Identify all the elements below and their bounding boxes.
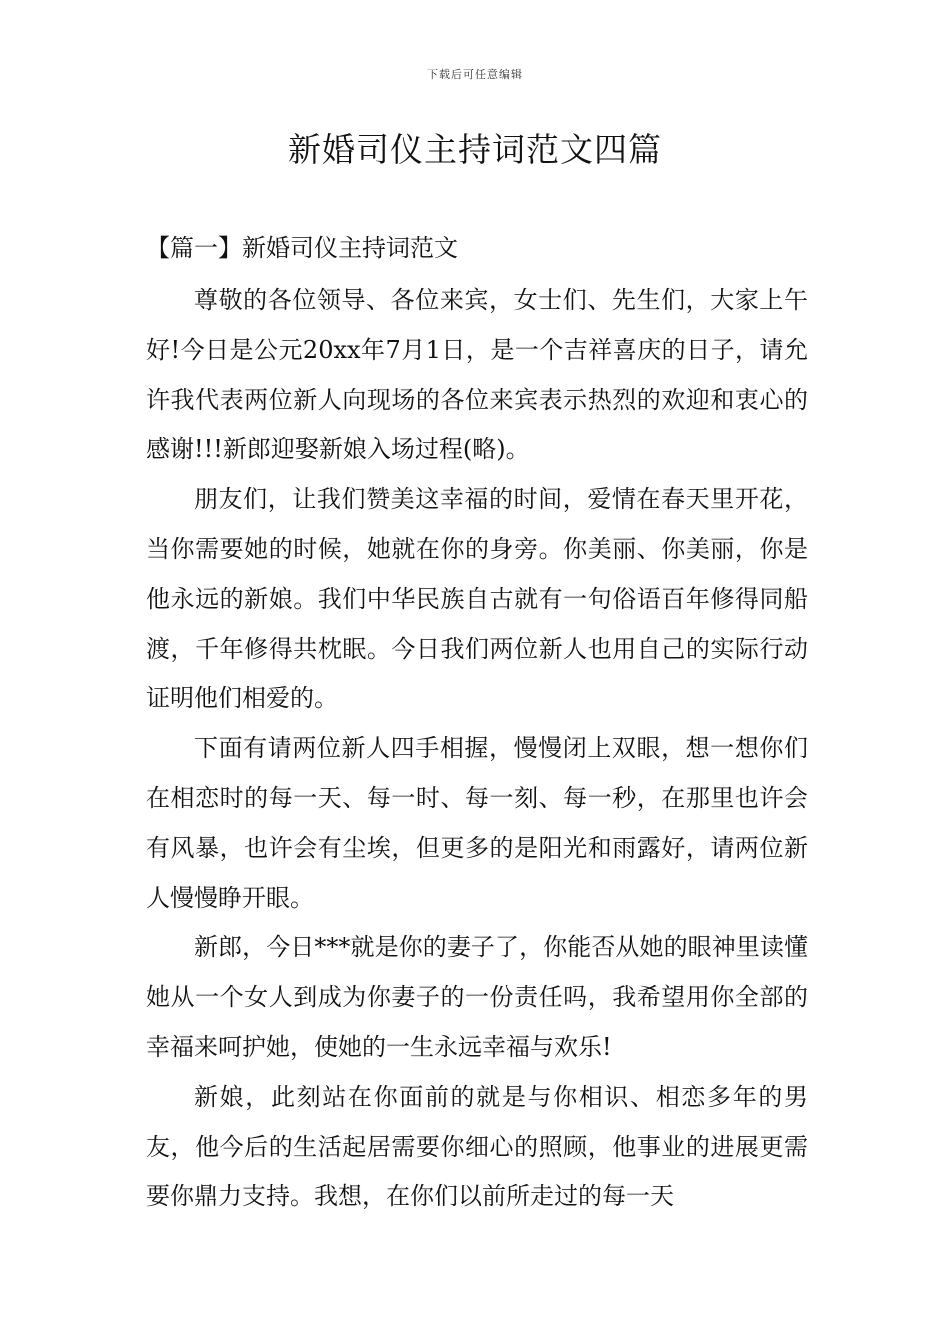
paragraph: 新娘，此刻站在你面前的就是与你相识、相恋多年的男友，他今后的生活起居需要你细心的照顾，他事业的进展更需要你鼎力支持。我想，在你们以前所走过的每一天 [146, 1082, 808, 1211]
paragraph: 新郎，今日***就是你的妻子了，你能否从她的眼神里读懂她从一个女人到成为你妻子的一份责任吗，我希望用你全部的幸福来呵护她，使她的一生永远幸福与欢乐! [146, 933, 808, 1061]
paragraph: 尊敬的各位领导、各位来宾，女士们、先生们，大家上午好!今日是公元20xx年7月1日，是一个吉祥喜庆的日子，请允许我代表两位新人向现场的各位来宾表示热烈的欢迎和衷心的感谢!!!新郎迎娶新娘入场过程(略)。 [146, 286, 808, 464]
paragraph: 朋友们，让我们赞美这幸福的时间，爱情在春天里开花，当你需要她的时候，她就在你的身旁。你美丽、你美丽，你是他永远的新娘。我们中华民族自古就有一句俗语百年修得同船渡，千年修得共枕眠。今日我们两位新人也用自己的实际行动证明他们相爱的。 [146, 485, 808, 713]
header-note: 下载后可任意编辑 [427, 68, 523, 81]
document-title: 新婚司仪主持词范文四篇 [288, 130, 662, 169]
section-heading: 【篇一】新婚司仪主持词范文 [146, 234, 458, 262]
document-body [146, 276, 808, 1222]
paragraph: 下面有请两位新人四手相握，慢慢闭上双眼，想一想你们在相恋时的每一天、每一时、每一刻、每一秒，在那里也许会有风暴，也许会有尘埃，但更多的是阳光和雨露好，请两位新人慢慢睁开眼。 [146, 734, 808, 912]
